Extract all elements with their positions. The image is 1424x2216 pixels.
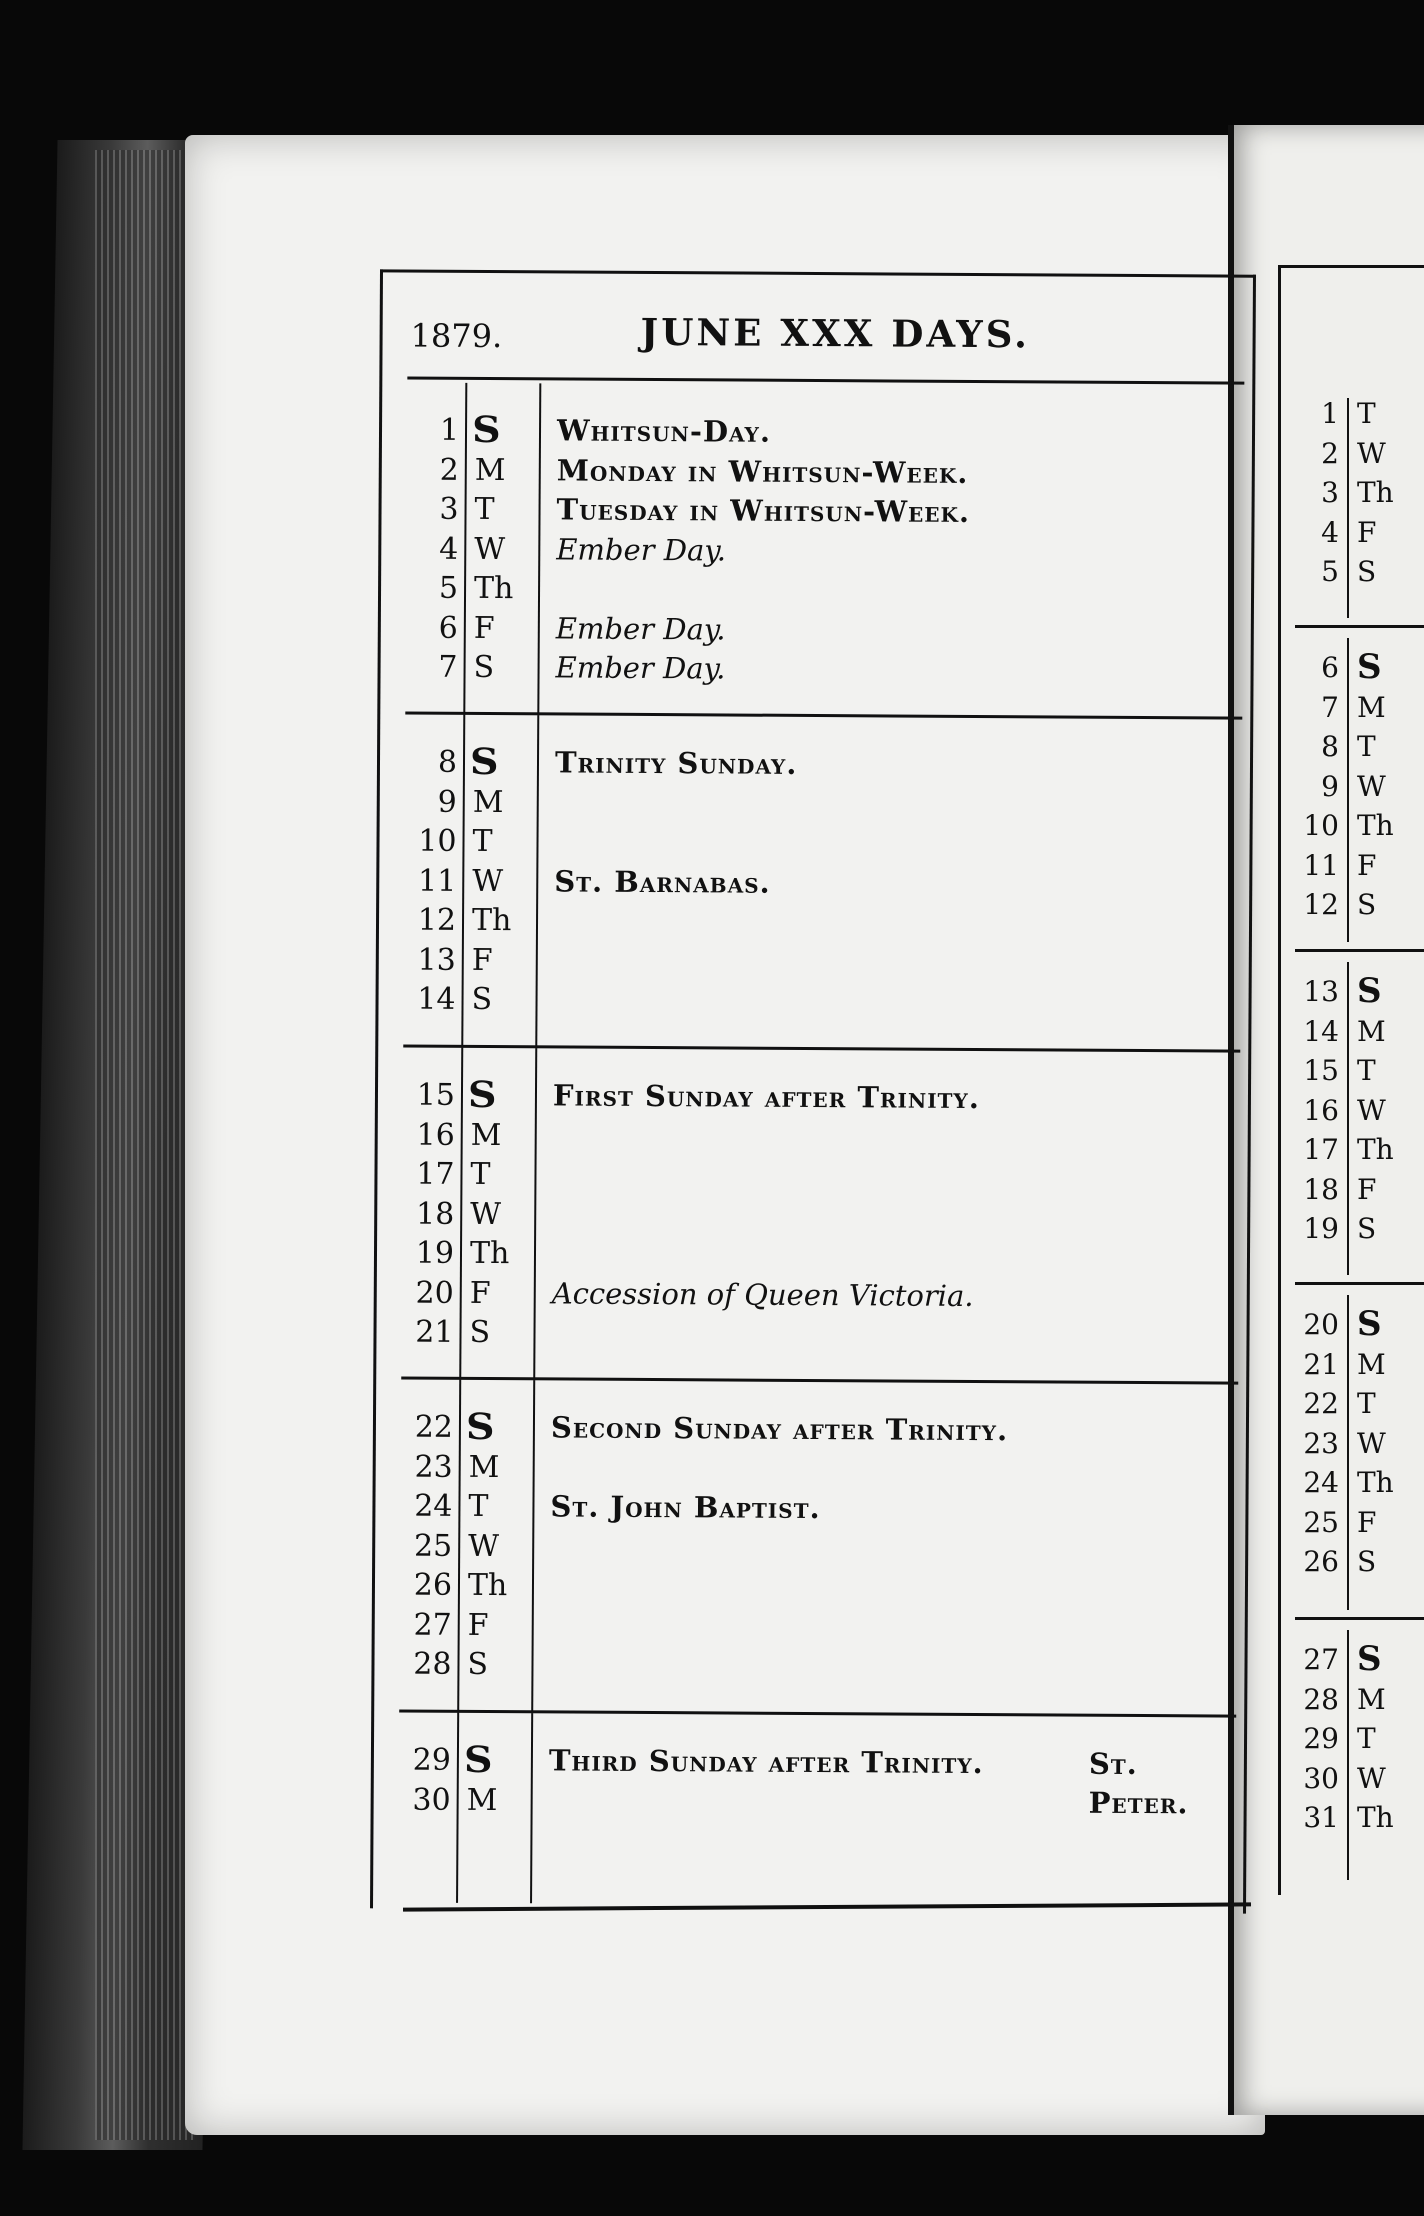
calendar-frame xyxy=(370,269,1256,1913)
day-row xyxy=(406,608,1243,653)
day-row xyxy=(404,900,1241,945)
day-number: 18 xyxy=(1303,1172,1339,1206)
day-number: 20 xyxy=(1303,1308,1339,1341)
event-text: Ember Day. xyxy=(555,610,726,646)
week-block xyxy=(403,715,1242,1053)
day-number: 13 xyxy=(1303,975,1339,1008)
week-block xyxy=(398,1712,1236,1907)
column-rule xyxy=(1347,398,1349,618)
day-number: 17 xyxy=(1303,1133,1339,1166)
weekday-label: T xyxy=(470,1156,491,1193)
weekday-label: S xyxy=(1357,555,1377,588)
column-rule xyxy=(1347,638,1349,942)
day-number: 1 xyxy=(1321,397,1339,430)
day-number: 11 xyxy=(1303,848,1339,882)
day-number: 14 xyxy=(417,981,456,1017)
day-number: 19 xyxy=(1303,1212,1339,1245)
day-row xyxy=(401,1312,1238,1357)
right-page-left-rule xyxy=(1278,265,1281,1895)
day-number: 13 xyxy=(417,942,456,978)
day-number: 23 xyxy=(414,1449,453,1485)
day-row xyxy=(404,822,1241,867)
weekday-label: W xyxy=(472,863,504,899)
weekday-label: M xyxy=(472,784,504,820)
event-text: Ember Day. xyxy=(555,650,726,686)
day-number: 12 xyxy=(417,902,457,938)
day-row xyxy=(403,979,1240,1024)
event-text: Whitsun-Day. xyxy=(556,413,772,449)
day-number: 3 xyxy=(1321,476,1339,509)
column-rule xyxy=(1347,1630,1349,1880)
weekday-label: M xyxy=(1357,1014,1386,1048)
weekday-label: Th xyxy=(471,902,512,939)
year-label: 1879. xyxy=(410,316,503,356)
sunday-mark: S xyxy=(1357,1639,1382,1679)
day-number: 7 xyxy=(1321,690,1339,724)
weekday-label: F xyxy=(473,610,495,646)
weekday-label: S xyxy=(1357,1545,1377,1578)
weekday-label: M xyxy=(470,1117,502,1153)
weekday-label: M xyxy=(1357,690,1386,724)
weekday-label: T xyxy=(1357,1054,1376,1087)
weekday-label: Th xyxy=(469,1235,510,1272)
day-number: 1 xyxy=(439,412,460,448)
weekday-label: W xyxy=(1357,436,1386,470)
weekday-label: S xyxy=(467,1646,489,1683)
event-text: St. John Baptist. xyxy=(550,1489,821,1526)
weekday-label: W xyxy=(1357,769,1386,803)
day-row xyxy=(404,861,1241,906)
day-number: 19 xyxy=(415,1235,455,1271)
right-week-block xyxy=(1295,1620,1424,1890)
month-title: JUNE XXX DAYS. xyxy=(640,309,1031,357)
day-number: 6 xyxy=(438,610,458,646)
day-number: 5 xyxy=(1321,555,1339,588)
right-page-top-rule xyxy=(1278,265,1424,268)
day-number: 12 xyxy=(1303,888,1339,921)
weekday-label: S xyxy=(1357,1212,1377,1245)
weekday-label: F xyxy=(1357,848,1377,882)
day-number: 23 xyxy=(1303,1426,1339,1460)
day-row xyxy=(399,1644,1236,1689)
day-number: 21 xyxy=(1303,1347,1339,1381)
day-number: 26 xyxy=(1303,1545,1339,1578)
day-number: 27 xyxy=(1303,1643,1339,1676)
right-week-block xyxy=(1295,952,1424,1285)
right-week-block xyxy=(1295,628,1424,952)
sunday-mark: S xyxy=(1357,647,1382,687)
event-text: First Sunday after Trinity. xyxy=(552,1078,980,1116)
day-number: 5 xyxy=(438,570,459,606)
day-number: 21 xyxy=(415,1314,454,1350)
day-number: 15 xyxy=(1303,1054,1339,1087)
weekday-label: W xyxy=(1357,1761,1386,1795)
weekday-label: T xyxy=(1357,730,1376,763)
weekday-label: M xyxy=(1357,1347,1386,1381)
day-number: 11 xyxy=(417,863,457,899)
day-number: 2 xyxy=(1321,436,1339,470)
day-number: 8 xyxy=(437,744,458,780)
weekday-label: T xyxy=(1357,1722,1376,1755)
day-number: 18 xyxy=(415,1196,455,1232)
weekday-label: F xyxy=(1357,1505,1377,1539)
day-row xyxy=(405,782,1242,827)
day-number: 24 xyxy=(1303,1466,1339,1499)
right-week-block xyxy=(1295,388,1424,628)
day-number: 30 xyxy=(1303,1761,1339,1795)
day-number: 28 xyxy=(1303,1682,1339,1716)
day-number: 9 xyxy=(1321,769,1339,803)
weekday-label: F xyxy=(1357,515,1377,549)
weekday-label: Th xyxy=(1357,1133,1394,1166)
day-number: 2 xyxy=(439,452,459,488)
day-number: 7 xyxy=(438,649,458,685)
weekday-label: F xyxy=(467,1607,489,1643)
sunday-mark: S xyxy=(1357,971,1382,1011)
day-number: 31 xyxy=(1303,1801,1339,1834)
day-row xyxy=(406,529,1243,574)
day-number: 24 xyxy=(414,1488,453,1524)
day-number: 22 xyxy=(414,1409,454,1445)
weekday-label: M xyxy=(468,1449,500,1485)
day-number: 16 xyxy=(416,1117,455,1153)
day-row xyxy=(405,740,1242,788)
weekday-label: M xyxy=(1357,1682,1386,1716)
day-row xyxy=(403,1075,1240,1120)
day-row xyxy=(406,569,1243,614)
day-number: 25 xyxy=(413,1528,453,1564)
day-number: 9 xyxy=(437,784,457,820)
day-number: 22 xyxy=(1303,1387,1339,1420)
day-number: 4 xyxy=(1321,515,1339,549)
weekday-label: Th xyxy=(1357,809,1394,842)
event-text-secondary: St. Peter. xyxy=(1088,1746,1189,1821)
event-text: Monday in Whitsun-Week. xyxy=(556,452,969,490)
weekday-label: Th xyxy=(1357,476,1394,509)
day-row xyxy=(404,940,1241,985)
weekday-label: W xyxy=(470,1196,502,1232)
day-row xyxy=(402,1273,1239,1318)
day-row xyxy=(402,1154,1239,1199)
page-edges xyxy=(95,150,195,2140)
day-number: 17 xyxy=(416,1156,455,1192)
event-text: Accession of Queen Victoria. xyxy=(551,1275,974,1313)
event-text: St. Barnabas. xyxy=(554,863,771,900)
weekday-label: Th xyxy=(467,1567,508,1604)
weekday-label: M xyxy=(474,452,506,488)
day-number: 10 xyxy=(1303,809,1339,842)
weekday-label: S xyxy=(473,649,495,686)
event-text: Third Sunday after Trinity. xyxy=(548,1743,984,1781)
event-text: Second Sunday after Trinity. xyxy=(550,1410,1009,1448)
day-row xyxy=(407,408,1244,456)
weekday-label: F xyxy=(1357,1172,1377,1206)
day-number: 3 xyxy=(439,491,459,527)
day-row xyxy=(405,648,1242,693)
weekday-label: W xyxy=(468,1528,500,1564)
weekday-label: W xyxy=(1357,1093,1386,1127)
weekday-label: S xyxy=(471,981,493,1018)
sunday-mark: S xyxy=(471,408,501,452)
day-number: 27 xyxy=(413,1607,452,1643)
week-block xyxy=(405,383,1244,720)
day-number: 10 xyxy=(418,823,457,859)
weekday-label: S xyxy=(469,1314,491,1351)
day-row xyxy=(399,1780,1236,1825)
weekday-label: M xyxy=(466,1782,498,1818)
weekday-label: Th xyxy=(1357,1801,1394,1834)
day-row xyxy=(406,490,1243,535)
day-row xyxy=(401,1407,1238,1452)
sunday-mark: S xyxy=(465,1405,495,1449)
column-rule xyxy=(1347,1295,1349,1610)
week-block xyxy=(399,1379,1238,1717)
day-row xyxy=(407,450,1244,495)
day-number: 15 xyxy=(416,1077,456,1113)
event-text: Tuesday in Whitsun-Week. xyxy=(556,492,971,529)
day-number: 8 xyxy=(1321,730,1339,763)
day-number: 16 xyxy=(1303,1093,1339,1127)
weekday-label: W xyxy=(474,531,506,567)
day-row xyxy=(401,1447,1238,1492)
weekday-label: T xyxy=(1357,1387,1376,1420)
day-number: 4 xyxy=(439,531,459,567)
weekday-label: T xyxy=(472,823,493,860)
event-text: Trinity Sunday. xyxy=(554,745,798,781)
sunday-mark: S xyxy=(463,1738,493,1782)
calendar-header xyxy=(382,272,1253,377)
day-number: 29 xyxy=(1303,1722,1339,1755)
event-text: Ember Day. xyxy=(556,531,727,567)
day-number: 20 xyxy=(415,1275,454,1311)
day-row xyxy=(400,1605,1237,1650)
weekday-label: S xyxy=(1357,888,1377,921)
day-number: 29 xyxy=(412,1742,452,1778)
day-row xyxy=(403,1115,1240,1160)
sunday-mark: S xyxy=(467,1073,497,1117)
day-number: 28 xyxy=(413,1646,452,1682)
weekday-label: Th xyxy=(1357,1466,1394,1499)
right-week-block xyxy=(1295,1285,1424,1620)
weekday-label: T xyxy=(1357,397,1376,430)
weekday-label: Th xyxy=(473,570,514,607)
weekday-label: F xyxy=(471,942,493,978)
weekday-label: T xyxy=(468,1488,489,1525)
day-row xyxy=(400,1486,1237,1531)
day-number: 30 xyxy=(412,1782,451,1818)
week-block xyxy=(401,1047,1240,1384)
weekday-label: W xyxy=(1357,1426,1386,1460)
weekday-label: F xyxy=(469,1275,491,1311)
day-number: 26 xyxy=(413,1567,453,1603)
day-row xyxy=(400,1565,1237,1610)
column-rule xyxy=(1347,962,1349,1275)
day-number: 14 xyxy=(1303,1014,1339,1048)
day-number: 25 xyxy=(1303,1505,1339,1539)
weekday-label: T xyxy=(474,491,495,528)
day-row xyxy=(402,1194,1239,1239)
day-number: 6 xyxy=(1321,651,1339,684)
sunday-mark: S xyxy=(1357,1304,1382,1344)
day-row xyxy=(402,1233,1239,1278)
day-row xyxy=(400,1526,1237,1571)
sunday-mark: S xyxy=(469,740,499,784)
